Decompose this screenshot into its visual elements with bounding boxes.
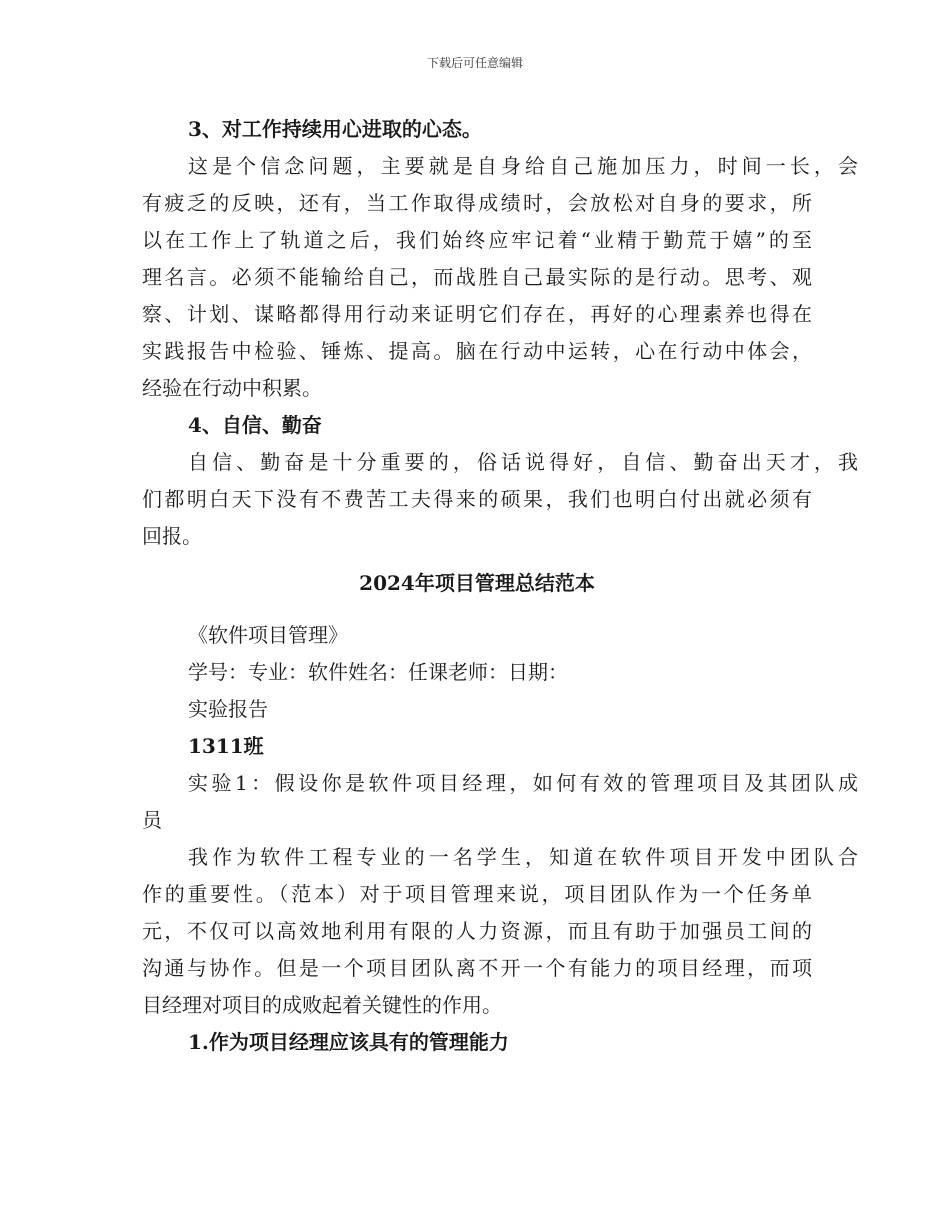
paragraph-line: 自信、勤奋是十分重要的，俗话说得好，自信、勤奋出天才，我 xyxy=(188,450,858,474)
section-heading: 4、自信、勤奋 xyxy=(188,413,322,437)
paragraph-line: 沟通与协作。但是一个项目团队离不开一个有能力的项目经理，而项 xyxy=(142,956,812,980)
paragraph-line: 以在工作上了轨道之后，我们始终应牢记着“业精于勤荒于嬉”的至 xyxy=(142,228,812,252)
paragraph-line: 们都明白天下没有不费苦工夫得来的硕果，我们也明白付出就必须有 xyxy=(142,487,812,511)
paragraph-line: 有疲乏的反映，还有，当工作取得成绩时，会放松对自身的要求，所 xyxy=(142,191,812,215)
paragraph-line: 经验在行动中积累。 xyxy=(142,376,322,400)
paragraph-line: 这是个信念问题，主要就是自身给自己施加压力，时间一长，会 xyxy=(188,154,858,178)
paragraph-line: 作的重要性。（范本）对于项目管理来说，项目团队作为一个任务单 xyxy=(142,882,812,906)
course-name: 《软件项目管理》 xyxy=(188,623,348,647)
document-title: 2024年项目管理总结范本 xyxy=(359,571,595,595)
experiment-line: 员 xyxy=(142,808,162,832)
paragraph-line: 我作为软件工程专业的一名学生，知道在软件项目开发中团队合 xyxy=(188,845,858,869)
section-heading: 3、对工作持续用心进取的心态。 xyxy=(188,117,482,141)
experiment-line: 实验1：假设你是软件项目经理，如何有效的管理项目及其团队成 xyxy=(188,771,858,795)
paragraph-line: 察、计划、谋略都得用行动来证明它们存在，再好的心理素养也得在 xyxy=(142,302,812,326)
paragraph-line: 理名言。必须不能输给自己，而战胜自己最实际的是行动。思考、观 xyxy=(142,265,812,289)
paragraph-line: 回报。 xyxy=(142,524,202,548)
page-header: 下载后可任意编辑 xyxy=(426,56,523,70)
subsection-heading: 1.作为项目经理应该具有的管理能力 xyxy=(188,1030,509,1054)
report-label: 实验报告 xyxy=(188,697,268,721)
paragraph-line: 实践报告中检验、锤炼、提高。脑在行动中运转，心在行动中体会， xyxy=(142,339,812,363)
class-label: 1311班 xyxy=(188,734,264,758)
paragraph-line: 目经理对项目的成败起着关键性的作用。 xyxy=(142,993,502,1017)
student-info: 学号：专业：软件姓名：任课老师：日期： xyxy=(188,660,568,684)
paragraph-line: 元，不仅可以高效地利用有限的人力资源，而且有助于加强员工间的 xyxy=(142,919,812,943)
